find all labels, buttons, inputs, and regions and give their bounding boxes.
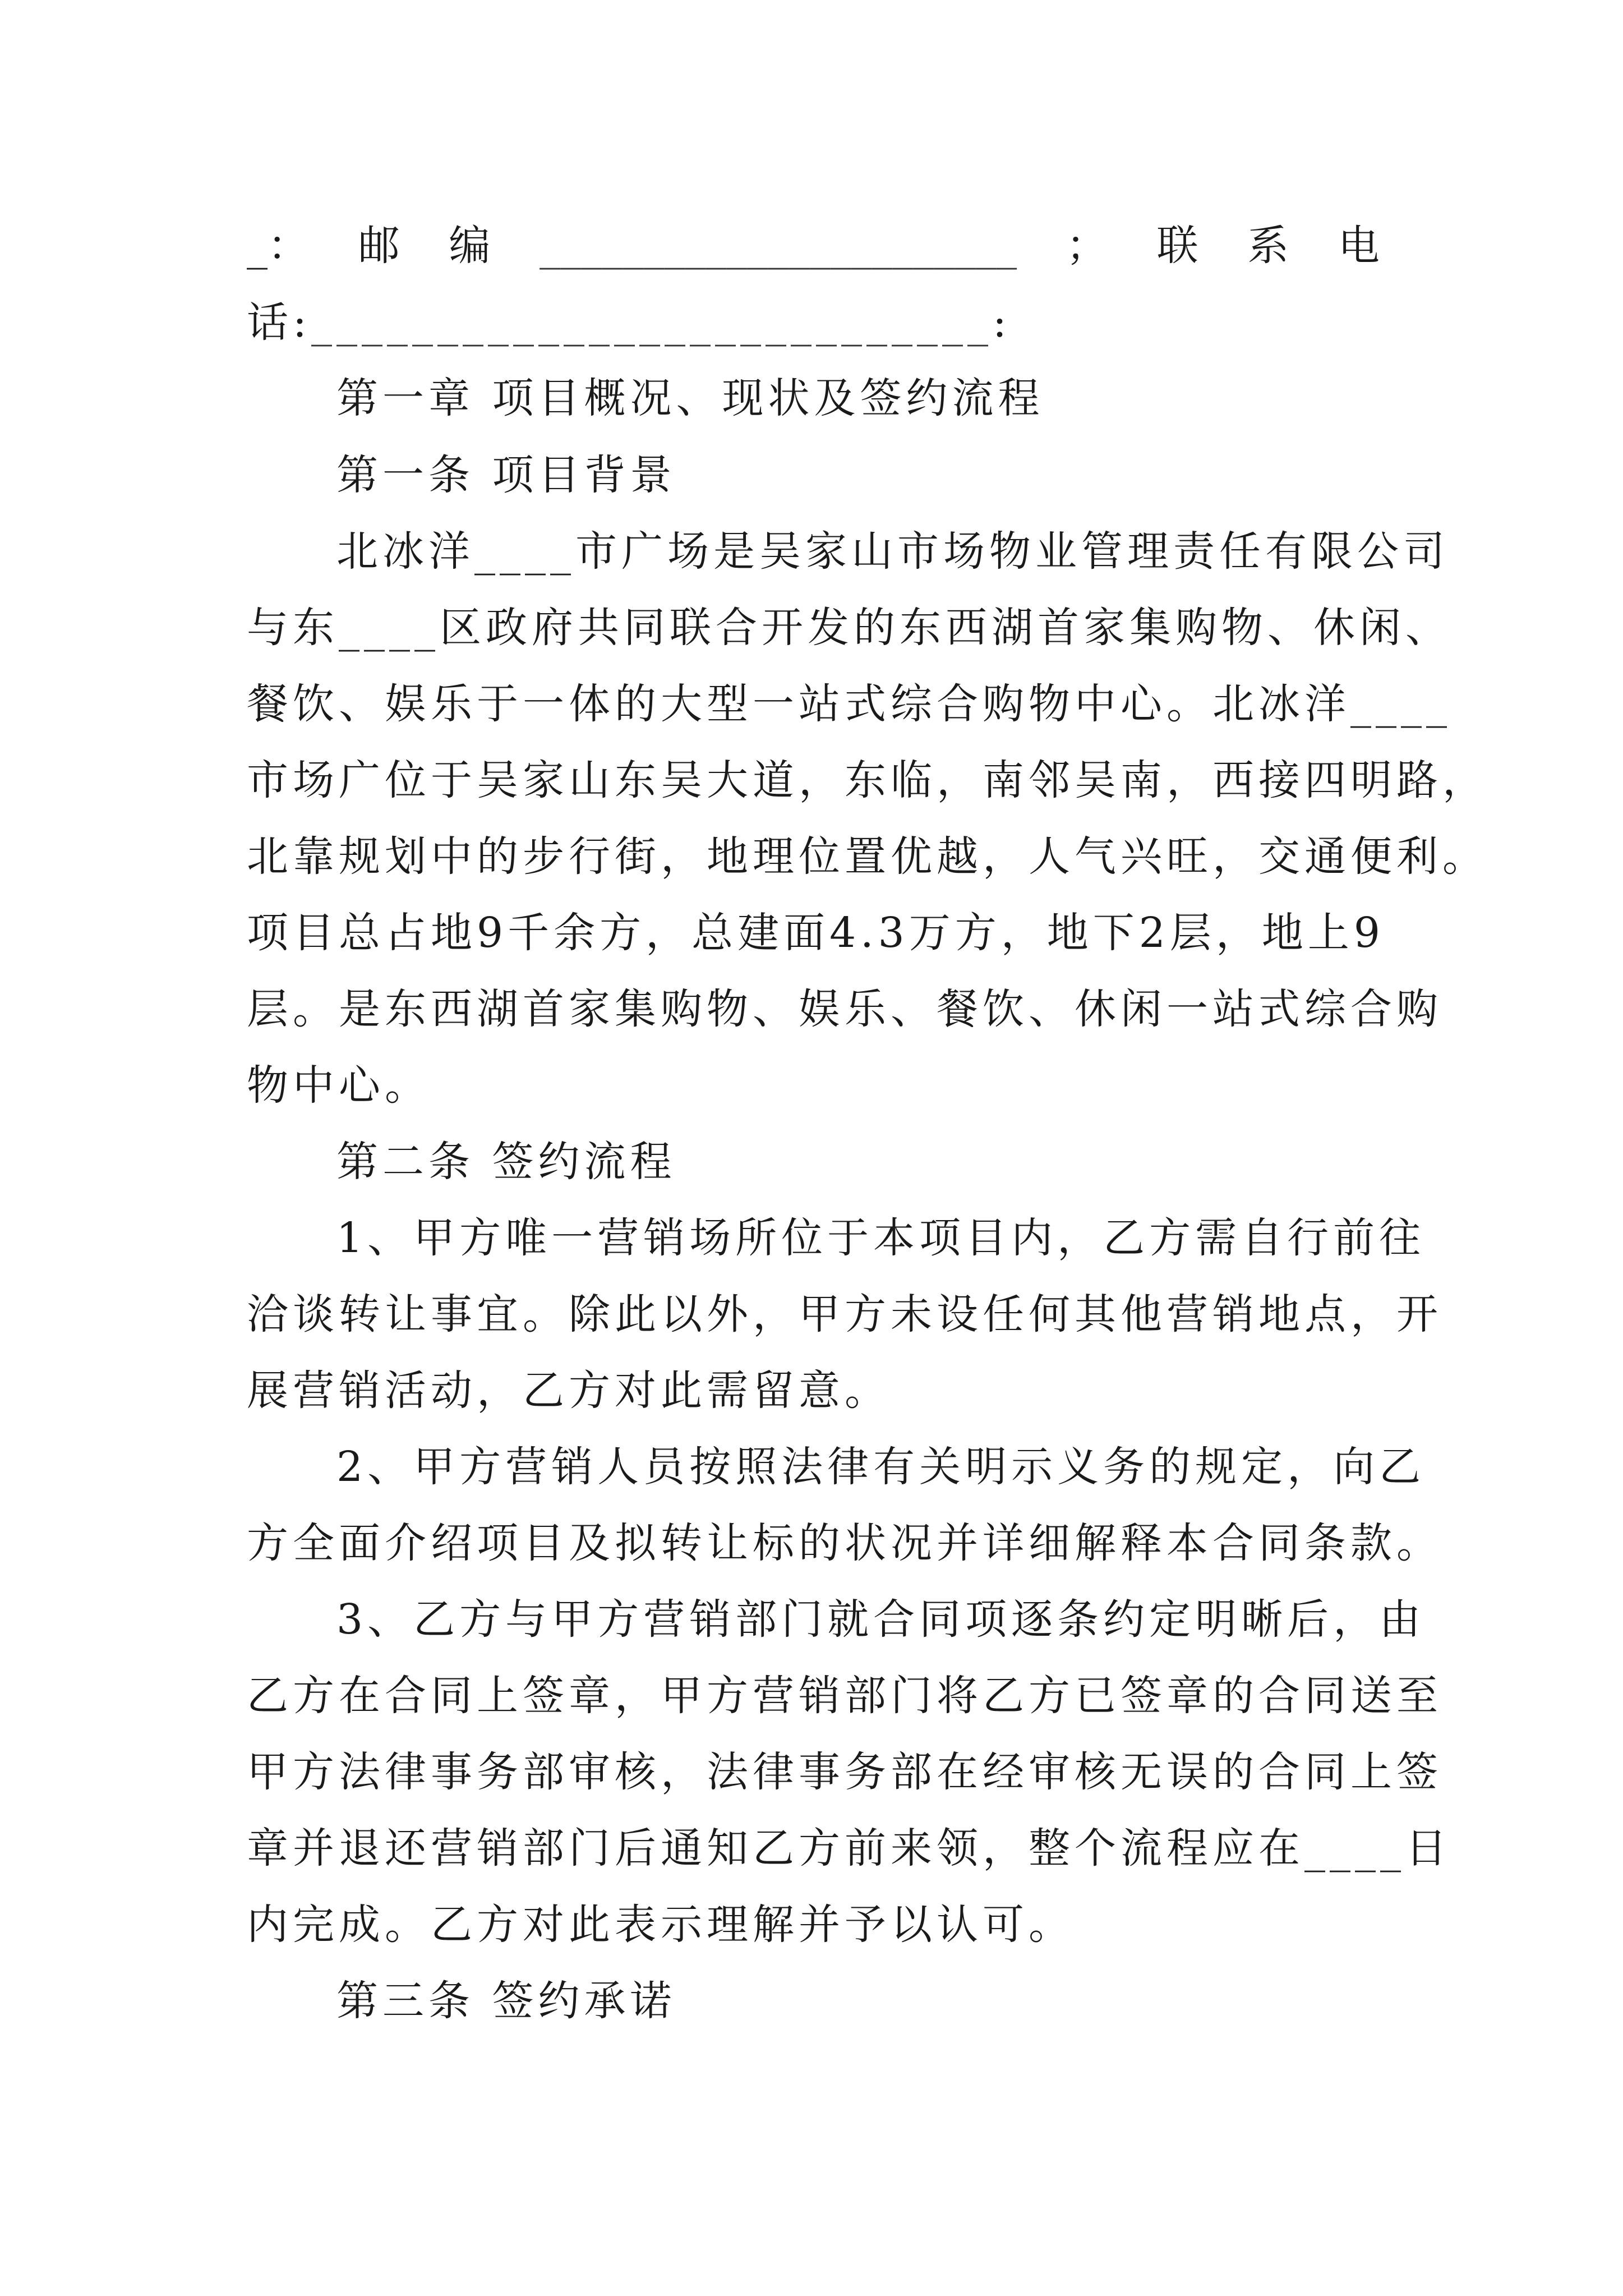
article-2-item-1-line: 洽谈转让事宜。除此以外，甲方未设任何其他营销地点，开 [247, 1290, 1442, 1338]
contact-line-1 [247, 218, 1380, 274]
phone-suffix: : [992, 298, 1011, 347]
article-1-line: 层。是东西湖首家集购物、娱乐、餐饮、休闲一站式综合购 [247, 985, 1442, 1033]
article-1-line: 餐饮、娱乐于一体的大型一站式综合购物中心。北冰洋____ [247, 680, 1451, 728]
contact-prefix: _： [247, 222, 309, 270]
postcode-label-char-1: 邮 [358, 222, 400, 270]
article-1-line: 北靠规划中的步行街，地理位置优越，人气兴旺，交通便利。 [247, 832, 1488, 881]
article-2-item-2-line: 2、甲方营销人员按照法律有关明示义务的规定，向乙 [336, 1443, 1426, 1491]
article-2-item-1-line: 1、甲方唯一营销场所位于本项目内，乙方需自行前往 [336, 1214, 1426, 1262]
article-2-item-3-line: 内完成。乙方对此表示理解并予以认可。 [247, 1901, 1075, 1949]
contact-line-2 [247, 295, 1380, 351]
article-1-line: 物中心。 [247, 1061, 431, 1110]
article-2-item-1-line: 展营销活动，乙方对此需留意。 [247, 1366, 891, 1415]
article-1-line: 与东____区政府共同联合开发的东西湖首家集购物、休闲、 [247, 604, 1451, 652]
phone-label-char-2: 系 [1247, 222, 1289, 270]
article-1-line: 项目总占地9千余方，总建面4.3万方，地下2层，地上9 [247, 909, 1385, 957]
article-3-title: 第三条 签约承诺 [336, 1977, 676, 2025]
article-1-line: 北冰洋____市广场是吴家山市场物业管理责任有限公司 [336, 527, 1449, 576]
postcode-blank: _______________________ [540, 222, 1017, 270]
chapter-title: 第一章 项目概况、现状及签约流程 [336, 374, 1044, 422]
article-2-item-3-line: 甲方法律事务部审核，法律事务部在经审核无误的合同上签 [247, 1748, 1442, 1796]
article-2-title: 第二条 签约流程 [336, 1138, 676, 1186]
article-2-item-3-line: 3、乙方与甲方营销部门就合同项逐条约定明晰后，由 [336, 1595, 1426, 1644]
phone-label-char-3: 电 [1338, 222, 1380, 270]
phone-blank: ___________________________ [311, 298, 993, 347]
article-1-title: 第一条 项目背景 [336, 451, 676, 499]
contact-semicolon: ； [1066, 222, 1108, 270]
article-2-item-2-line: 方全面介绍项目及拟转让标的状况并详细解释本合同条款。 [247, 1519, 1442, 1567]
article-2-item-3-line: 章并退还营销部门后通知乙方前来领，整个流程应在____日 [247, 1824, 1451, 1872]
phone-label-char-1: 联 [1156, 222, 1198, 270]
article-1-line: 市场广位于吴家山东吴大道，东临，南邻吴南，西接四明路， [247, 756, 1488, 804]
article-2-item-3-line: 乙方在合同上签章，甲方营销部门将乙方已签章的合同送至 [247, 1672, 1442, 1720]
postcode-label-char-2: 编 [449, 222, 491, 270]
phone-label-end: 话: [247, 298, 311, 347]
